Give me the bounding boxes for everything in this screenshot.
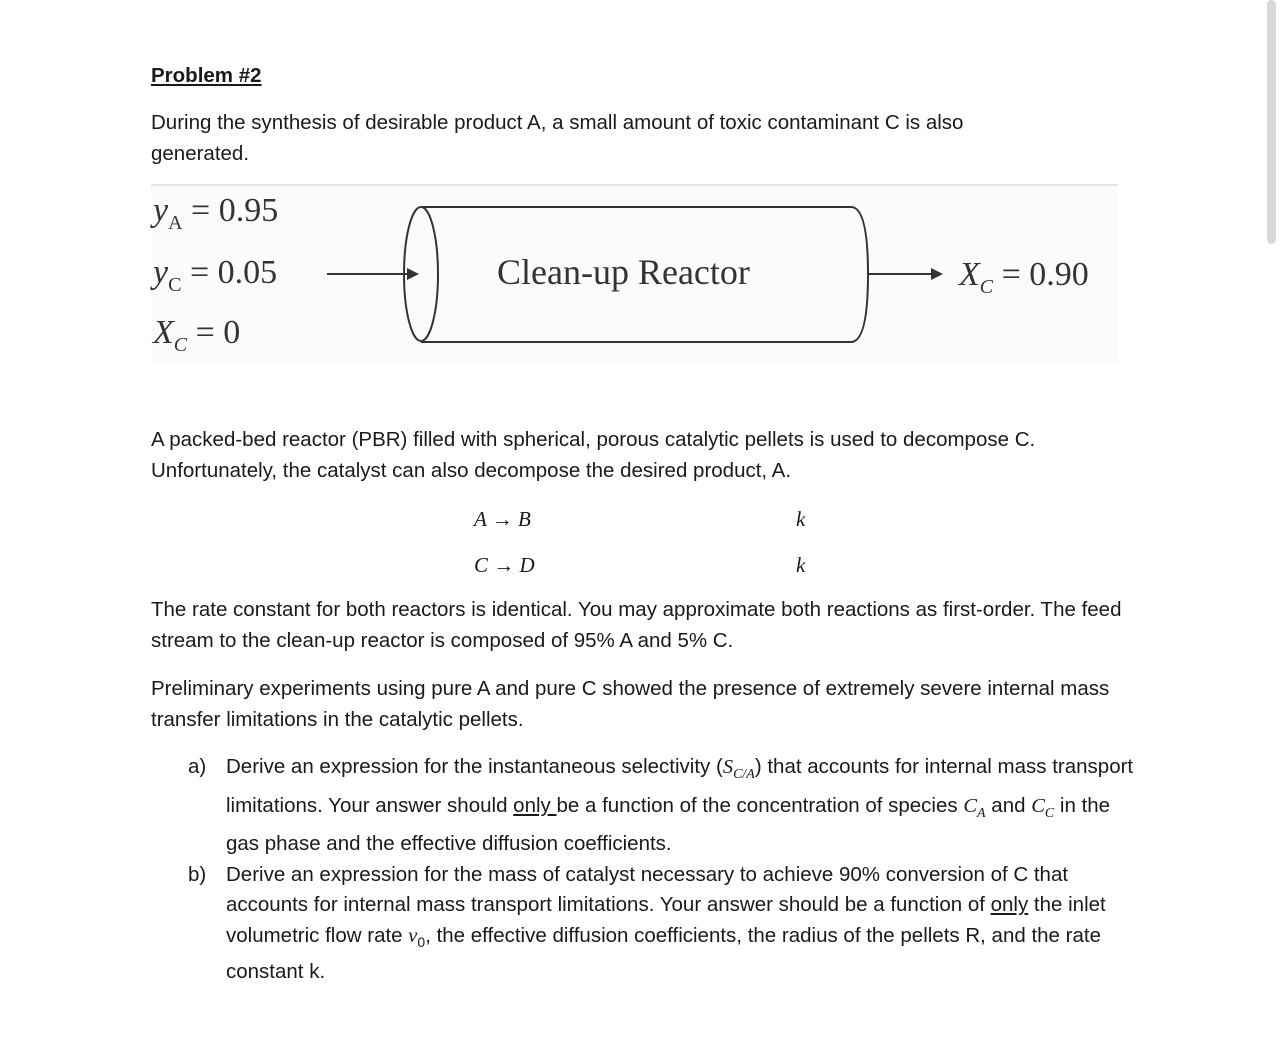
question-a: a) Derive an expression for the instantaneous selectivity $(S_{C/A})$ that accounts for internal mass transport limitations. Your answer should only be a function of the concentration of species $C_A$ and $C_C$ in the gas phase and the effective diffusion coefficients. <box>188 752 1148 860</box>
question-b: b) Derive an expression for the mass of catalyst necessary to achieve 90% conversion of C that accounts for internal mass transport limitations. Your answer should be a function of only the inlet volumetric flow rate $v_0$, the effective diffusion coefficients, the radius of the pellets R, and the rate constant k. <box>188 860 1148 988</box>
rate-paragraph: The rate constant for both reactors is identical. You may approximate both reactions as first-order. The feed stream to the clean-up reactor is composed of 95% A and 5% C. <box>151 598 1122 652</box>
reactor-diagram <box>151 184 1118 362</box>
scrollbar[interactable] <box>1267 0 1276 244</box>
xc-inlet-label: $X_C = 0$ <box>153 314 241 356</box>
question-list <box>188 752 1148 988</box>
problem-title: Problem #2 <box>151 64 262 87</box>
question-b-marker: b) <box>188 862 207 886</box>
xc-outlet-label: $X_C = 0.90$ <box>959 256 1089 298</box>
reactor-label: Clean-up Reactor <box>497 252 750 292</box>
reaction-2-equation: C → D <box>474 553 535 577</box>
prelim-paragraph: Preliminary experiments using pure A and pure C showed the presence of extremely severe internal mass transfer limitations in the catalytic pellets. <box>151 677 1110 731</box>
ya-label: $y_A = 0.95$ <box>153 192 279 234</box>
question-a-marker: a) <box>188 755 207 778</box>
reaction-2-rate-constant: k <box>796 553 806 577</box>
yc-label: $y_C = 0.05$ <box>153 254 278 296</box>
pbr-paragraph: A packed-bed reactor (PBR) filled with spherical, porous catalytic pellets is used to decompose C. Unfortunately, the catalyst can also decompose the desired product, A. <box>151 428 1036 482</box>
reaction-1-equation: A → B <box>474 507 531 531</box>
intro-paragraph: During the synthesis of desirable product A, a small amount of toxic contaminant C is also generated. <box>151 111 964 165</box>
reaction-1-rate-constant: k <box>796 507 806 531</box>
